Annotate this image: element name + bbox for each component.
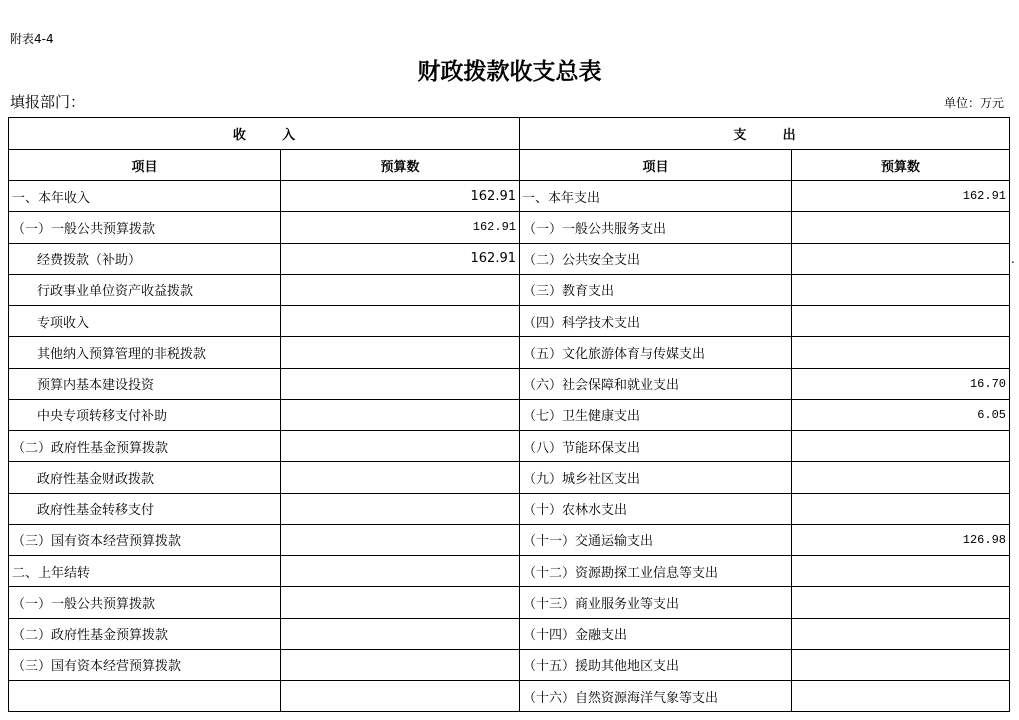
expense-item-cell: （六）社会保障和就业支出 [520,368,792,399]
income-budget-cell [281,493,520,524]
expense-budget-cell [792,306,1010,337]
expense-budget-cell [792,431,1010,462]
income-section-header [9,118,520,150]
income-budget-column-header: 预算数 [281,150,520,181]
filler-department-label: 填报部门： [10,93,86,111]
income-item-cell: 预算内基本建设投资 [9,368,281,399]
income-section-label: 收 入 [232,128,296,143]
income-item-column-header: 项目 [9,150,281,181]
income-item-cell: 中央专项转移支付补助 [9,399,281,430]
table-row [9,181,1010,212]
table-row [9,274,1010,305]
income-budget-cell [281,524,520,555]
income-item-cell: 一、本年收入 [9,181,281,212]
expense-item-cell: 一、本年支出 [520,181,792,212]
income-budget-cell [281,306,520,337]
budget-table [8,117,1010,712]
expense-budget-cell [792,243,1010,274]
expense-budget-cell: 6.05 [792,399,1010,430]
table-row [9,493,1010,524]
expense-budget-cell [792,681,1010,712]
expense-item-cell: （四）科学技术支出 [520,306,792,337]
expense-budget-cell [792,337,1010,368]
unit-label: 单位：万元 [943,96,1004,110]
expense-budget-cell: 162.91 [792,181,1010,212]
income-budget-cell [281,462,520,493]
expense-item-column-header: 项目 [520,150,792,181]
expense-budget-cell [792,493,1010,524]
expense-item-cell: （三）教育支出 [520,274,792,305]
income-item-cell: （二）政府性基金预算拨款 [9,431,281,462]
income-item-cell: 二、上年结转 [9,556,281,587]
expense-budget-cell [792,618,1010,649]
income-item-cell: （三）国有资本经营预算拨款 [9,524,281,555]
expense-section-header [520,118,1010,150]
attachment-label: 附表4-4 [10,32,54,46]
expense-item-cell: （十五）援助其他地区支出 [520,649,792,680]
income-budget-cell [281,337,520,368]
income-budget-cell [281,399,520,430]
income-budget-cell: 162.91 [281,243,520,274]
stray-mark: . [1011,252,1015,266]
table-row [9,368,1010,399]
expense-item-cell: （一）一般公共服务支出 [520,212,792,243]
income-item-cell: 经费拨款（补助） [9,243,281,274]
income-item-cell: （一）一般公共预算拨款 [9,587,281,618]
table-row [9,556,1010,587]
expense-item-cell: （十二）资源勘探工业信息等支出 [520,556,792,587]
table-row [9,462,1010,493]
income-budget-cell [281,556,520,587]
section-header-row [9,118,1010,150]
expense-budget-cell [792,212,1010,243]
table-row [9,337,1010,368]
expense-budget-cell [792,649,1010,680]
column-header-row [9,150,1010,181]
expense-budget-cell [792,274,1010,305]
income-item-cell: （三）国有资本经营预算拨款 [9,649,281,680]
table-row [9,212,1010,243]
expense-item-cell: （十一）交通运输支出 [520,524,792,555]
income-budget-cell [281,681,520,712]
income-item-cell: 其他纳入预算管理的非税拨款 [9,337,281,368]
table-row [9,587,1010,618]
income-item-cell: 专项收入 [9,306,281,337]
expense-budget-cell: 126.98 [792,524,1010,555]
table-row [9,306,1010,337]
expense-item-cell: （十六）自然资源海洋气象等支出 [520,681,792,712]
table-body [9,181,1010,712]
expense-item-cell: （九）城乡社区支出 [520,462,792,493]
income-item-cell: （一）一般公共预算拨款 [9,212,281,243]
income-budget-cell [281,587,520,618]
expense-item-cell: （八）节能环保支出 [520,431,792,462]
table-row [9,681,1010,712]
expense-item-cell: （十三）商业服务业等支出 [520,587,792,618]
table-row [9,618,1010,649]
page-title: 财政拨款收支总表 [417,59,602,85]
table-row [9,431,1010,462]
income-budget-cell [281,431,520,462]
expense-budget-cell [792,462,1010,493]
expense-budget-cell [792,587,1010,618]
expense-item-cell: （二）公共安全支出 [520,243,792,274]
expense-item-cell: （五）文化旅游体育与传媒支出 [520,337,792,368]
table-row [9,243,1010,274]
income-item-cell: 政府性基金转移支付 [9,493,281,524]
income-item-cell: 行政事业单位资产收益拨款 [9,274,281,305]
table-row [9,524,1010,555]
income-budget-cell [281,649,520,680]
expense-item-cell: （七）卫生健康支出 [520,399,792,430]
expense-item-cell: （十）农林水支出 [520,493,792,524]
expense-section-label: 支 出 [733,128,796,143]
expense-item-cell: （十四）金融支出 [520,618,792,649]
income-item-cell: （二）政府性基金预算拨款 [9,618,281,649]
expense-budget-column-header: 预算数 [792,150,1010,181]
income-budget-cell: 162.91 [281,212,520,243]
income-item-cell: 政府性基金财政拨款 [9,462,281,493]
income-item-cell [9,681,281,712]
income-budget-cell [281,368,520,399]
income-budget-cell [281,618,520,649]
expense-budget-cell [792,556,1010,587]
income-budget-cell [281,274,520,305]
table-row [9,399,1010,430]
expense-budget-cell: 16.70 [792,368,1010,399]
income-budget-cell: 162.91 [281,181,520,212]
table-row [9,649,1010,680]
